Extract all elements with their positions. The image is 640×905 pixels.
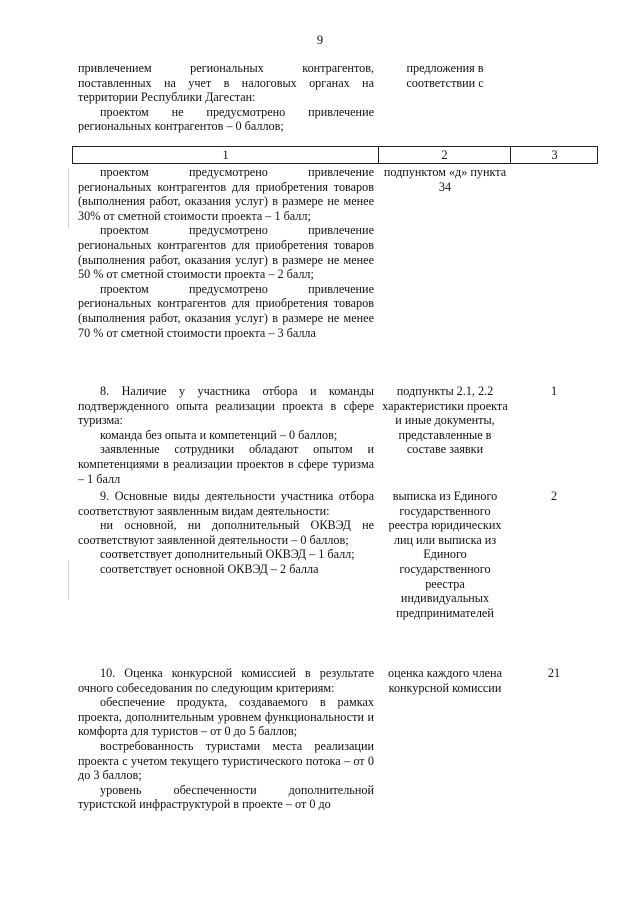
criterion-10 <box>78 666 374 812</box>
criterion-9-weight: 2 <box>550 489 558 503</box>
criterion-option: соответствует основной ОКВЭД – 2 балла <box>100 561 319 576</box>
criterion-regional-options <box>78 165 374 340</box>
criterion-option: соответствует дополнительный ОКВЭД – 1 балл; <box>100 547 355 562</box>
top-source-text: предложения в соответствии с <box>406 61 484 90</box>
criterion-option: проектом предусмотрено привлечение региональных контрагентов для приобретения товаров (выполнения работ, оказания услуг) в размере не менее 70 % от сметной стоимости проекта – 3 балла <box>78 281 374 340</box>
criterion-option: команда без опыта и компетенций – 0 баллов; <box>100 427 338 442</box>
criterion-option: заявленные сотрудники обладают опытом и компетенциями в реализации проектов в сфере туризма – 1 балл <box>78 442 374 486</box>
criterion-regional-source: подпунктом «д» пункта 34 <box>383 165 507 194</box>
top-criteria-line: привлечением региональных контрагентов, поставленных на учет в налоговых органах на территории Республики Дагестан: <box>78 61 374 105</box>
criterion-option: ни основной, ни дополнительный ОКВЭД не соответствуют заявленной деятельности – 0 баллов; <box>78 518 374 547</box>
criterion-10-source: оценка каждого члена конкурсной комиссии <box>388 666 502 695</box>
criterion-8-weight: 1 <box>550 384 558 398</box>
column-header-row <box>72 146 598 164</box>
criterion-9 <box>78 489 374 577</box>
criterion-10-weight: 21 <box>547 666 561 680</box>
criterion-option: проектом предусмотрено привлечение региональных контрагентов для приобретения товаров (выполнения работ, оказания услуг) в размере не менее 50 % от сметной стоимости проекта – 2 балл; <box>78 223 374 282</box>
criterion-8 <box>78 384 374 486</box>
criterion-9-source: выписка из Единого государственного реестра юридических лиц или выписка из Единого государственного реестра индивидуальных предпринимателей <box>388 489 502 620</box>
column-header-3: 3 <box>551 148 558 162</box>
page-number: 9 <box>316 33 324 47</box>
criterion-option: уровень обеспеченности дополнительной туристской инфраструктурой в проекте – от 0 до <box>78 782 374 812</box>
top-criteria-text <box>78 61 374 134</box>
criterion-10-title: 10. Оценка конкурсной комиссией в результате очного собеседования по следующим критериям: <box>78 666 374 695</box>
criterion-option: проектом предусмотрено привлечение региональных контрагентов для приобретения товаров (выполнения работ, оказания услуг) в размере не менее 30% от сметной стоимости проекта – 1 балл; <box>78 165 374 223</box>
top-criteria-option: проектом не предусмотрено привлечение региональных контрагентов – 0 баллов; <box>78 104 374 134</box>
column-header-1: 1 <box>222 148 229 162</box>
criterion-8-title: 8. Наличие у участника отбора и команды подтвержденного опыта реализации проекта в сфере туризма: <box>78 384 374 428</box>
scan-margin-mark <box>68 168 69 228</box>
criterion-option: обеспечение продукта, создаваемого в рамках проекта, дополнительным уровнем функциональности и комфорта для туристов – от 0 до 5 баллов; <box>78 695 374 739</box>
criterion-9-title: 9. Основные виды деятельности участника отбора соответствуют заявленным видам деятельности: <box>78 489 374 518</box>
criterion-8-source: подпункты 2.1, 2.2 характеристики проекта и иные документы, представленные в составе заявки <box>382 384 508 457</box>
scan-margin-mark <box>68 560 69 600</box>
criterion-option: востребованность туристами места реализации проекта с учетом текущего туристического потока – от 0 до 3 баллов; <box>78 738 374 783</box>
column-header-2: 2 <box>441 148 448 162</box>
